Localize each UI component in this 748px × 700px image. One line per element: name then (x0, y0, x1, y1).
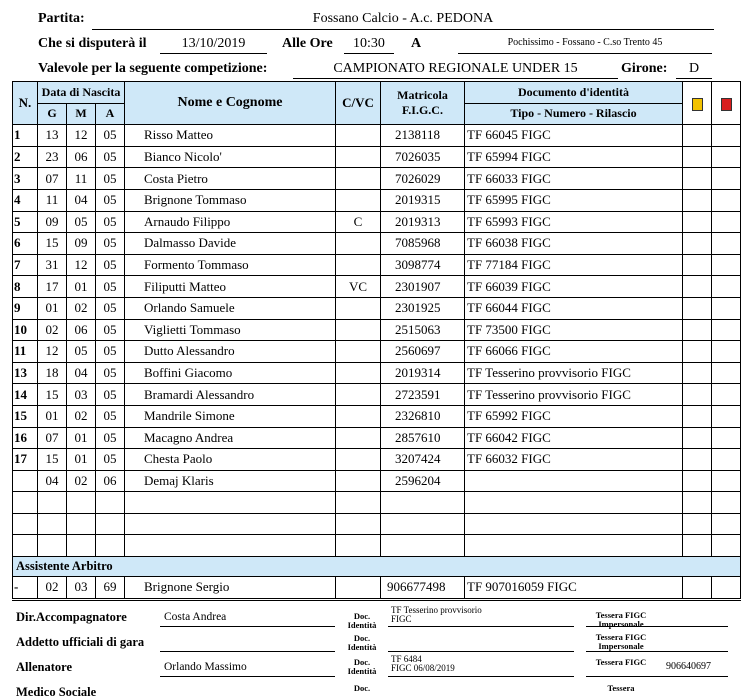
player-captain (336, 297, 381, 319)
birth-day: 01 (38, 405, 67, 427)
player-number: 11 (13, 341, 38, 363)
player-document: TF 66033 FIGC (465, 168, 683, 190)
player-number: 15 (13, 405, 38, 427)
addetto-tessera-label: Tessera FIGC Impersonale (595, 632, 647, 651)
player-number: 16 (13, 427, 38, 449)
birth-year: 05 (96, 276, 125, 298)
player-name: Chesta Paolo (125, 449, 336, 471)
birth-month (67, 513, 96, 535)
player-name: Formento Tommaso (125, 254, 336, 276)
col-header-name: Nome e Cognome (125, 82, 336, 125)
birth-year: 05 (96, 233, 125, 255)
assistant-yellow-cell (683, 577, 712, 599)
birth-year: 05 (96, 211, 125, 233)
medico-doc-label: Doc. (353, 683, 371, 693)
allenatore-name-underline (160, 676, 335, 677)
yellow-card-cell (683, 535, 712, 557)
player-number: 1 (13, 125, 38, 147)
assistant-name: Brignone Sergio (125, 577, 336, 599)
player-document: TF 66032 FIGC (465, 449, 683, 471)
player-matricola (381, 513, 465, 535)
col-header-document-sub: Tipo - Numero - Rilascio (465, 103, 683, 125)
birth-month: 02 (67, 405, 96, 427)
player-name: Brignone Tommaso (125, 189, 336, 211)
col-header-m: M (67, 103, 96, 125)
player-document: TF 65993 FIGC (465, 211, 683, 233)
birth-day: 18 (38, 362, 67, 384)
place-underline (458, 53, 712, 54)
birth-day: 12 (38, 341, 67, 363)
birth-year: 05 (96, 362, 125, 384)
player-matricola: 2326810 (381, 405, 465, 427)
table-row (13, 211, 741, 233)
yellow-card-cell (683, 276, 712, 298)
yellow-card-cell (683, 470, 712, 492)
player-captain (336, 168, 381, 190)
assistant-referee-header: Assistente Arbitro (13, 557, 741, 577)
partita-label: Partita: (38, 11, 85, 26)
time-label: Alle Ore (282, 36, 333, 51)
time-value: 10:30 (353, 36, 385, 51)
player-number: 9 (13, 297, 38, 319)
dir-doc-label: Doc. Identità (347, 611, 377, 630)
player-document: TF 66045 FIGC (465, 125, 683, 147)
player-name: Filiputti Matteo (125, 276, 336, 298)
table-row (13, 125, 741, 147)
col-header-a: A (96, 103, 125, 125)
player-matricola: 2560697 (381, 341, 465, 363)
date-value: 13/10/2019 (181, 36, 246, 51)
yellow-card-cell (683, 427, 712, 449)
table-row (13, 341, 741, 363)
birth-month: 09 (67, 233, 96, 255)
yellow-card-cell (683, 341, 712, 363)
player-matricola: 2019315 (381, 189, 465, 211)
col-header-matricola: Matricola F.I.G.C. (381, 82, 465, 125)
birth-day: 07 (38, 427, 67, 449)
player-number: 14 (13, 384, 38, 406)
allenatore-doc-line1: TF 6484 (391, 654, 422, 664)
player-matricola: 7026035 (381, 146, 465, 168)
yellow-card-cell (683, 211, 712, 233)
yellow-card-cell (683, 492, 712, 514)
yellow-card-cell (683, 513, 712, 535)
red-card-cell (712, 513, 741, 535)
player-document: TF 66039 FIGC (465, 276, 683, 298)
red-card-cell (712, 254, 741, 276)
player-matricola: 2857610 (381, 427, 465, 449)
birth-day (38, 535, 67, 557)
birth-year: 06 (96, 470, 125, 492)
birth-day: 15 (38, 384, 67, 406)
birth-month: 02 (67, 297, 96, 319)
birth-month: 02 (67, 470, 96, 492)
dir-name: Costa Andrea (164, 611, 227, 623)
birth-year (96, 513, 125, 535)
player-number: 7 (13, 254, 38, 276)
player-captain (336, 492, 381, 514)
red-card-cell (712, 427, 741, 449)
birth-day: 07 (38, 168, 67, 190)
birth-day: 23 (38, 146, 67, 168)
addetto-doc-underline (388, 651, 574, 652)
player-document: TF 77184 FIGC (465, 254, 683, 276)
birth-year: 05 (96, 168, 125, 190)
birth-day: 11 (38, 189, 67, 211)
player-matricola: 2723591 (381, 384, 465, 406)
player-matricola: 2138118 (381, 125, 465, 147)
col-header-birthdate: Data di Nascita (38, 82, 125, 104)
player-document (465, 513, 683, 535)
birth-year (96, 535, 125, 557)
player-captain (336, 233, 381, 255)
player-document (465, 470, 683, 492)
red-card-cell (712, 405, 741, 427)
time-underline (344, 53, 394, 54)
red-card-cell (712, 384, 741, 406)
player-name: Demaj Klaris (125, 470, 336, 492)
red-card-cell (712, 341, 741, 363)
player-name: Orlando Samuele (125, 297, 336, 319)
player-number: 6 (13, 233, 38, 255)
red-card-cell (712, 146, 741, 168)
player-captain (336, 125, 381, 147)
yellow-card-cell (683, 125, 712, 147)
player-name (125, 535, 336, 557)
col-header-g: G (38, 103, 67, 125)
player-document: TF 66066 FIGC (465, 341, 683, 363)
birth-month: 05 (67, 211, 96, 233)
partita-value: Fossano Calcio - A.c. PEDONA (312, 11, 494, 26)
birth-day: 15 (38, 449, 67, 471)
table-row (13, 233, 741, 255)
player-number: 10 (13, 319, 38, 341)
birth-year: 05 (96, 297, 125, 319)
birth-day (38, 492, 67, 514)
player-name: Viglietti Tommaso (125, 319, 336, 341)
red-card-cell (712, 492, 741, 514)
player-document: TF Tesserino provvisorio FIGC (465, 362, 683, 384)
table-row (13, 405, 741, 427)
yellow-card-cell (683, 233, 712, 255)
birth-day: 04 (38, 470, 67, 492)
yellow-card-cell (683, 384, 712, 406)
red-card-cell (712, 189, 741, 211)
group-underline (676, 78, 712, 79)
dir-doc-line1: TF Tesserino provvisorio (391, 605, 482, 615)
player-name: Risso Matteo (125, 125, 336, 147)
yellow-card-cell (683, 189, 712, 211)
table-row (13, 254, 741, 276)
red-card-icon (721, 98, 732, 111)
allenatore-doc-label: Doc. Identità (347, 657, 377, 676)
birth-year: 05 (96, 405, 125, 427)
table-row (13, 146, 741, 168)
player-number: 8 (13, 276, 38, 298)
player-matricola: 2301907 (381, 276, 465, 298)
birth-month: 06 (67, 319, 96, 341)
allenatore-tessera-label: Tessera FIGC (595, 657, 647, 667)
red-card-cell (712, 297, 741, 319)
player-matricola: 7026029 (381, 168, 465, 190)
birth-day: 09 (38, 211, 67, 233)
addetto-label: Addetto ufficiali di gara (16, 635, 145, 649)
assistant-cvc (336, 577, 381, 599)
dir-tessera-label: Tessera FIGC Impersonale (595, 610, 647, 629)
player-name: Bramardi Alessandro (125, 384, 336, 406)
competition-value: CAMPIONATO REGIONALE UNDER 15 (333, 61, 578, 76)
assistant-g: 02 (38, 577, 67, 599)
assistant-doc: TF 907016059 FIGC (465, 577, 683, 599)
player-number: 4 (13, 189, 38, 211)
birth-month: 11 (67, 168, 96, 190)
assistant-red-cell (712, 577, 741, 599)
player-matricola: 7085968 (381, 233, 465, 255)
player-number (13, 492, 38, 514)
player-name: Costa Pietro (125, 168, 336, 190)
birth-month: 05 (67, 341, 96, 363)
player-name: Mandrile Simone (125, 405, 336, 427)
col-header-red (712, 82, 741, 125)
player-document: TF 65994 FIGC (465, 146, 683, 168)
birth-day: 01 (38, 297, 67, 319)
player-captain (336, 319, 381, 341)
dir-doc-line2: FIGC (391, 614, 412, 624)
yellow-card-cell (683, 319, 712, 341)
addetto-name-underline (160, 651, 335, 652)
addetto-doc-label: Doc. Identità (347, 633, 377, 652)
player-name: Arnaudo Filippo (125, 211, 336, 233)
player-document: TF 66042 FIGC (465, 427, 683, 449)
dir-name-underline (160, 626, 335, 627)
birth-month: 01 (67, 449, 96, 471)
birth-month: 12 (67, 254, 96, 276)
assistant-matricola: 906677498 (381, 577, 465, 599)
birth-year (96, 492, 125, 514)
dir-tessera-underline (586, 626, 728, 627)
assistant-n: - (13, 577, 38, 599)
place-value: Pochissimo - Fossano - C.so Trento 45 (507, 37, 663, 48)
birth-month: 01 (67, 276, 96, 298)
player-document: TF 66038 FIGC (465, 233, 683, 255)
col-header-document: Documento d'identità (465, 82, 683, 104)
player-captain (336, 362, 381, 384)
red-card-cell (712, 276, 741, 298)
player-matricola: 2596204 (381, 470, 465, 492)
player-matricola: 3098774 (381, 254, 465, 276)
player-captain (336, 146, 381, 168)
birth-year: 05 (96, 427, 125, 449)
yellow-card-cell (683, 449, 712, 471)
player-captain: C (336, 211, 381, 233)
birth-year: 05 (96, 254, 125, 276)
birth-year: 05 (96, 125, 125, 147)
player-name: Dalmasso Davide (125, 233, 336, 255)
allenatore-doc-line2: FIGC 06/08/2019 (391, 663, 455, 673)
player-captain (336, 405, 381, 427)
player-name: Dutto Alessandro (125, 341, 336, 363)
player-captain: VC (336, 276, 381, 298)
player-document: TF 66044 FIGC (465, 297, 683, 319)
yellow-card-cell (683, 297, 712, 319)
yellow-card-icon (692, 98, 703, 111)
partita-underline (92, 29, 714, 30)
date-label: Che si disputerà il (38, 36, 147, 51)
player-captain (336, 427, 381, 449)
birth-month (67, 492, 96, 514)
player-number: 5 (13, 211, 38, 233)
medico-label: Medico Sociale (16, 685, 97, 699)
col-header-n: N. (13, 82, 38, 125)
player-number (13, 513, 38, 535)
birth-year: 05 (96, 189, 125, 211)
table-row (13, 449, 741, 471)
player-number (13, 470, 38, 492)
birth-month: 12 (67, 125, 96, 147)
yellow-card-cell (683, 405, 712, 427)
player-matricola: 2515063 (381, 319, 465, 341)
medico-tessera-label: Tessera (607, 683, 635, 693)
birth-year: 05 (96, 384, 125, 406)
yellow-card-cell (683, 254, 712, 276)
date-underline (160, 53, 267, 54)
player-captain (336, 254, 381, 276)
player-number: 3 (13, 168, 38, 190)
red-card-cell (712, 449, 741, 471)
player-document: TF Tesserino provvisorio FIGC (465, 384, 683, 406)
player-matricola (381, 492, 465, 514)
addetto-tessera-underline (586, 651, 728, 652)
assistant-a: 69 (96, 577, 125, 599)
player-name (125, 513, 336, 535)
group-label: Girone: (621, 61, 668, 76)
table-row (13, 513, 741, 535)
player-matricola (381, 535, 465, 557)
dir-doc-underline (388, 626, 574, 627)
red-card-cell (712, 362, 741, 384)
dir-label: Dir.Accompagnatore (16, 610, 127, 624)
table-row (13, 276, 741, 298)
birth-day (38, 513, 67, 535)
birth-month: 01 (67, 427, 96, 449)
player-name: Boffini Giacomo (125, 362, 336, 384)
players-table (12, 81, 741, 599)
player-matricola: 2301925 (381, 297, 465, 319)
player-document: TF 65992 FIGC (465, 405, 683, 427)
place-label: A (411, 36, 422, 51)
player-captain (336, 189, 381, 211)
table-row (13, 427, 741, 449)
player-matricola: 2019314 (381, 362, 465, 384)
player-name (125, 492, 336, 514)
birth-year: 05 (96, 341, 125, 363)
allenatore-tessera-value: 906640697 (666, 661, 711, 672)
birth-month: 06 (67, 146, 96, 168)
yellow-card-cell (683, 362, 712, 384)
allenatore-label: Allenatore (16, 660, 73, 674)
birth-month: 03 (67, 384, 96, 406)
birth-month (67, 535, 96, 557)
player-matricola: 3207424 (381, 449, 465, 471)
red-card-cell (712, 535, 741, 557)
allenatore-tessera-underline (586, 676, 728, 677)
player-captain (336, 470, 381, 492)
competition-underline (293, 78, 618, 79)
group-value: D (688, 61, 700, 76)
birth-day: 13 (38, 125, 67, 147)
table-row (13, 189, 741, 211)
red-card-cell (712, 233, 741, 255)
table-row (13, 384, 741, 406)
table-row (13, 535, 741, 557)
player-captain (336, 341, 381, 363)
footer-divider (12, 600, 741, 601)
yellow-card-cell (683, 168, 712, 190)
red-card-cell (712, 168, 741, 190)
player-document (465, 492, 683, 514)
birth-day: 02 (38, 319, 67, 341)
player-captain (336, 384, 381, 406)
table-row (13, 470, 741, 492)
birth-month: 04 (67, 362, 96, 384)
player-number (13, 535, 38, 557)
birth-year: 05 (96, 319, 125, 341)
player-captain (336, 449, 381, 471)
player-document (465, 535, 683, 557)
player-name: Macagno Andrea (125, 427, 336, 449)
allenatore-name: Orlando Massimo (164, 661, 247, 673)
player-number: 17 (13, 449, 38, 471)
birth-month: 04 (67, 189, 96, 211)
player-number: 13 (13, 362, 38, 384)
player-name: Bianco Nicolo' (125, 146, 336, 168)
table-row (13, 168, 741, 190)
allenatore-doc-underline (388, 676, 574, 677)
table-row (13, 492, 741, 514)
player-number: 2 (13, 146, 38, 168)
assistant-m: 03 (67, 577, 96, 599)
red-card-cell (712, 470, 741, 492)
player-captain (336, 513, 381, 535)
birth-day: 17 (38, 276, 67, 298)
birth-day: 15 (38, 233, 67, 255)
red-card-cell (712, 125, 741, 147)
yellow-card-cell (683, 146, 712, 168)
table-row (13, 362, 741, 384)
col-header-yellow (683, 82, 712, 125)
player-document: TF 73500 FIGC (465, 319, 683, 341)
table-row (13, 297, 741, 319)
birth-year: 05 (96, 146, 125, 168)
birth-year: 05 (96, 449, 125, 471)
red-card-cell (712, 211, 741, 233)
table-row (13, 319, 741, 341)
player-captain (336, 535, 381, 557)
red-card-cell (712, 319, 741, 341)
col-header-captain: C/VC (336, 82, 381, 125)
player-matricola: 2019313 (381, 211, 465, 233)
competition-label: Valevole per la seguente competizione: (38, 61, 268, 76)
player-document: TF 65995 FIGC (465, 189, 683, 211)
birth-day: 31 (38, 254, 67, 276)
